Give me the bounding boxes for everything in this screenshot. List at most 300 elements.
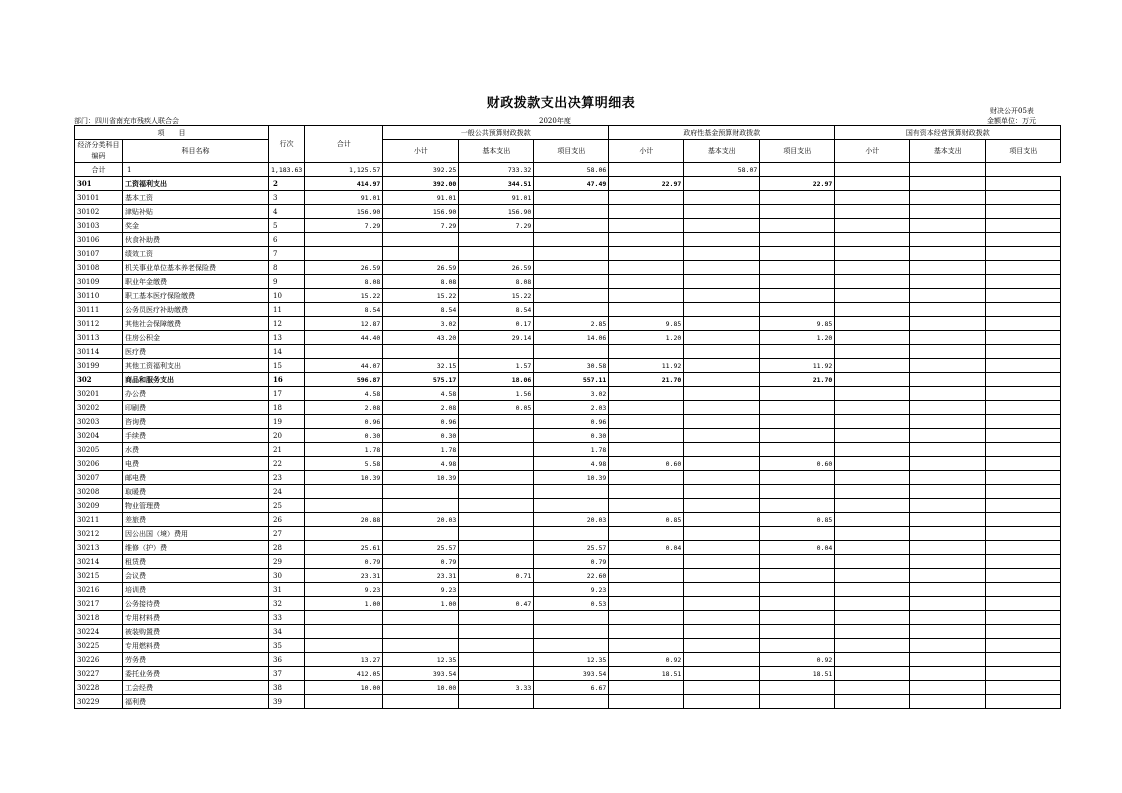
- amount-cell: [534, 205, 609, 219]
- amount-cell: [383, 625, 459, 639]
- amount-cell: 20.88: [305, 513, 383, 527]
- subject-name-cell: 因公出国（境）费用: [123, 527, 269, 541]
- amount-cell: [910, 191, 986, 205]
- amount-cell: [835, 177, 910, 191]
- amount-cell: [534, 345, 609, 359]
- amount-cell: [305, 499, 383, 513]
- econ-code-cell: 30111: [75, 303, 123, 317]
- amount-cell: [760, 415, 835, 429]
- amount-cell: [760, 401, 835, 415]
- amount-cell: [609, 345, 684, 359]
- unit-label: 金额单位：万元: [987, 117, 1036, 125]
- table-row: [75, 331, 1061, 345]
- amount-cell: [684, 527, 760, 541]
- table-row: [75, 261, 1061, 275]
- amount-cell: [760, 303, 835, 317]
- table-row: [75, 443, 1061, 457]
- amount-cell: 91.01: [459, 191, 534, 205]
- amount-cell: [609, 163, 684, 177]
- amount-cell: [609, 275, 684, 289]
- amount-cell: [383, 247, 459, 261]
- amount-cell: [986, 555, 1061, 569]
- amount-cell: [910, 205, 986, 219]
- amount-cell: [684, 555, 760, 569]
- amount-cell: 2.03: [534, 401, 609, 415]
- subject-name-cell: 公务接待费: [123, 597, 269, 611]
- amount-cell: 4.98: [534, 457, 609, 471]
- amount-cell: 26.59: [305, 261, 383, 275]
- amount-cell: [684, 415, 760, 429]
- amount-cell: [459, 233, 534, 247]
- amount-cell: [305, 611, 383, 625]
- econ-code-cell: 30215: [75, 569, 123, 583]
- amount-cell: 91.01: [383, 191, 459, 205]
- line-number-cell: 19: [269, 415, 305, 429]
- econ-code-cell: 30212: [75, 527, 123, 541]
- line-number-cell: 12: [269, 317, 305, 331]
- line-number-cell: 33: [269, 611, 305, 625]
- amount-cell: [835, 695, 910, 709]
- table-row: [75, 345, 1061, 359]
- amount-cell: [684, 429, 760, 443]
- amount-cell: [684, 471, 760, 485]
- amount-cell: [383, 485, 459, 499]
- amount-cell: 1.78: [305, 443, 383, 457]
- line-number-cell: 36: [269, 653, 305, 667]
- amount-cell: [835, 359, 910, 373]
- amount-cell: [684, 219, 760, 233]
- amount-cell: [835, 555, 910, 569]
- amount-cell: [684, 681, 760, 695]
- subject-name-cell: 水费: [123, 443, 269, 457]
- amount-cell: [910, 639, 986, 653]
- amount-cell: 47.49: [534, 177, 609, 191]
- amount-cell: [835, 233, 910, 247]
- amount-cell: [986, 233, 1061, 247]
- table-row: [75, 653, 1061, 667]
- amount-cell: [910, 163, 986, 177]
- amount-cell: [986, 191, 1061, 205]
- econ-code-cell: 30208: [75, 485, 123, 499]
- amount-cell: 0.79: [534, 555, 609, 569]
- header-row-2: [75, 140, 1061, 163]
- table-row: [75, 499, 1061, 513]
- line-number-cell: 3: [269, 191, 305, 205]
- amount-cell: [910, 681, 986, 695]
- amount-cell: 26.59: [383, 261, 459, 275]
- amount-cell: [459, 583, 534, 597]
- subject-name-cell: 取暖费: [123, 485, 269, 499]
- amount-cell: [684, 499, 760, 513]
- amount-cell: [760, 527, 835, 541]
- amount-cell: [609, 219, 684, 233]
- amount-cell: [760, 345, 835, 359]
- amount-cell: 15.22: [459, 289, 534, 303]
- amount-cell: 5.58: [305, 457, 383, 471]
- line-number-cell: 34: [269, 625, 305, 639]
- amount-cell: [609, 695, 684, 709]
- amount-cell: [910, 345, 986, 359]
- subject-name-cell: 合计: [75, 163, 123, 177]
- amount-cell: [684, 401, 760, 415]
- amount-cell: [305, 527, 383, 541]
- line-number-cell: 17: [269, 387, 305, 401]
- form-number: 财决公开05表: [990, 107, 1034, 115]
- amount-cell: [986, 457, 1061, 471]
- subject-name-cell: 奖金: [123, 219, 269, 233]
- amount-cell: [684, 233, 760, 247]
- amount-cell: 58.07: [684, 163, 760, 177]
- amount-cell: [986, 401, 1061, 415]
- amount-cell: [459, 625, 534, 639]
- amount-cell: 18.51: [760, 667, 835, 681]
- amount-cell: 8.08: [459, 275, 534, 289]
- table-row: [75, 317, 1061, 331]
- amount-cell: [459, 639, 534, 653]
- amount-cell: [684, 639, 760, 653]
- header-fund-project: 项目支出: [760, 140, 835, 163]
- table-row: [75, 415, 1061, 429]
- amount-cell: [835, 247, 910, 261]
- amount-cell: [986, 443, 1061, 457]
- econ-code-cell: 30107: [75, 247, 123, 261]
- header-fund-subtotal: 小计: [609, 140, 684, 163]
- amount-cell: [534, 233, 609, 247]
- amount-cell: [910, 625, 986, 639]
- amount-cell: [910, 597, 986, 611]
- amount-cell: 0.79: [383, 555, 459, 569]
- econ-code-cell: 30227: [75, 667, 123, 681]
- amount-cell: 0.96: [305, 415, 383, 429]
- amount-cell: [684, 443, 760, 457]
- amount-cell: 1.57: [459, 359, 534, 373]
- amount-cell: [986, 625, 1061, 639]
- amount-cell: 18.06: [459, 373, 534, 387]
- amount-cell: [459, 555, 534, 569]
- table-row: [75, 541, 1061, 555]
- amount-cell: 15.22: [305, 289, 383, 303]
- amount-cell: [986, 415, 1061, 429]
- amount-cell: [835, 345, 910, 359]
- amount-cell: [760, 247, 835, 261]
- subject-name-cell: 福利费: [123, 695, 269, 709]
- amount-cell: [760, 191, 835, 205]
- amount-cell: [684, 387, 760, 401]
- line-number-cell: 28: [269, 541, 305, 555]
- amount-cell: [760, 275, 835, 289]
- amount-cell: [986, 541, 1061, 555]
- econ-code-cell: 30113: [75, 331, 123, 345]
- amount-cell: [383, 611, 459, 625]
- amount-cell: [910, 261, 986, 275]
- amount-cell: 557.11: [534, 373, 609, 387]
- amount-cell: 0.85: [609, 513, 684, 527]
- amount-cell: 58.06: [534, 163, 609, 177]
- amount-cell: [459, 653, 534, 667]
- amount-cell: [835, 373, 910, 387]
- amount-cell: 393.54: [534, 667, 609, 681]
- amount-cell: [986, 275, 1061, 289]
- amount-cell: 1.00: [305, 597, 383, 611]
- amount-cell: [684, 625, 760, 639]
- amount-cell: [534, 695, 609, 709]
- header-fund-basic: 基本支出: [684, 140, 760, 163]
- table-row: [75, 555, 1061, 569]
- amount-cell: [835, 289, 910, 303]
- amount-cell: [835, 485, 910, 499]
- amount-cell: [684, 317, 760, 331]
- subject-name-cell: 专用材料费: [123, 611, 269, 625]
- amount-cell: 9.23: [305, 583, 383, 597]
- line-number-cell: 29: [269, 555, 305, 569]
- amount-cell: [986, 289, 1061, 303]
- amount-cell: 32.15: [383, 359, 459, 373]
- amount-cell: [684, 513, 760, 527]
- amount-cell: 11.92: [609, 359, 684, 373]
- econ-code-cell: 30112: [75, 317, 123, 331]
- subject-name-cell: 办公费: [123, 387, 269, 401]
- amount-cell: [684, 331, 760, 345]
- amount-cell: [835, 275, 910, 289]
- amount-cell: [609, 247, 684, 261]
- amount-cell: 44.40: [305, 331, 383, 345]
- amount-cell: 15.22: [383, 289, 459, 303]
- amount-cell: 1,125.57: [305, 163, 383, 177]
- amount-cell: 22.97: [609, 177, 684, 191]
- amount-cell: 0.96: [383, 415, 459, 429]
- amount-cell: [910, 387, 986, 401]
- amount-cell: [609, 471, 684, 485]
- amount-cell: [835, 191, 910, 205]
- amount-cell: [760, 625, 835, 639]
- amount-cell: [684, 359, 760, 373]
- amount-cell: [760, 569, 835, 583]
- amount-cell: [684, 485, 760, 499]
- econ-code-cell: 30199: [75, 359, 123, 373]
- amount-cell: 9.85: [609, 317, 684, 331]
- subject-name-cell: 培训费: [123, 583, 269, 597]
- header-row-1: [75, 126, 1061, 140]
- amount-cell: [760, 639, 835, 653]
- amount-cell: [383, 499, 459, 513]
- amount-cell: [684, 303, 760, 317]
- amount-cell: 1.78: [534, 443, 609, 457]
- amount-cell: [760, 261, 835, 275]
- amount-cell: [305, 695, 383, 709]
- amount-cell: 393.54: [383, 667, 459, 681]
- amount-cell: [910, 331, 986, 345]
- amount-cell: 10.39: [534, 471, 609, 485]
- amount-cell: [609, 499, 684, 513]
- amount-cell: [986, 247, 1061, 261]
- amount-cell: [760, 681, 835, 695]
- amount-cell: [684, 261, 760, 275]
- table-row: [75, 359, 1061, 373]
- amount-cell: 20.03: [534, 513, 609, 527]
- econ-code-cell: 30203: [75, 415, 123, 429]
- amount-cell: [383, 527, 459, 541]
- amount-cell: 412.05: [305, 667, 383, 681]
- amount-cell: [986, 317, 1061, 331]
- report-title: 财政拨款支出决算明细表: [486, 96, 636, 111]
- amount-cell: [609, 639, 684, 653]
- table-row: [75, 429, 1061, 443]
- department-label: 部门：四川省南充市残疾人联合会: [74, 117, 179, 125]
- subject-name-cell: 被装购置费: [123, 625, 269, 639]
- econ-code-cell: 30225: [75, 639, 123, 653]
- header-econ-code: 经济分类科目编码: [75, 140, 123, 163]
- line-number-cell: 30: [269, 569, 305, 583]
- econ-code-cell: 30204: [75, 429, 123, 443]
- amount-cell: [459, 443, 534, 457]
- amount-cell: [760, 695, 835, 709]
- subject-name-cell: 专用燃料费: [123, 639, 269, 653]
- amount-cell: [910, 555, 986, 569]
- amount-cell: 10.39: [383, 471, 459, 485]
- amount-cell: 14.06: [534, 331, 609, 345]
- amount-cell: 392.25: [383, 163, 459, 177]
- amount-cell: [609, 303, 684, 317]
- amount-cell: 0.53: [534, 597, 609, 611]
- amount-cell: 575.17: [383, 373, 459, 387]
- amount-cell: [534, 219, 609, 233]
- amount-cell: 7.29: [305, 219, 383, 233]
- amount-cell: [986, 611, 1061, 625]
- amount-cell: [910, 219, 986, 233]
- table-row: [75, 163, 1061, 177]
- amount-cell: [609, 443, 684, 457]
- amount-cell: [534, 247, 609, 261]
- amount-cell: [835, 513, 910, 527]
- amount-cell: [760, 583, 835, 597]
- table-row: [75, 289, 1061, 303]
- amount-cell: [609, 555, 684, 569]
- amount-cell: [910, 695, 986, 709]
- subject-name-cell: 其他社会保障缴费: [123, 317, 269, 331]
- line-number-cell: 15: [269, 359, 305, 373]
- subject-name-cell: 咨询费: [123, 415, 269, 429]
- amount-cell: [459, 513, 534, 527]
- amount-cell: [910, 583, 986, 597]
- amount-cell: [910, 499, 986, 513]
- line-number-cell: 31: [269, 583, 305, 597]
- amount-cell: 0.04: [609, 541, 684, 555]
- amount-cell: 1.56: [459, 387, 534, 401]
- amount-cell: 26.59: [459, 261, 534, 275]
- amount-cell: [459, 527, 534, 541]
- subject-name-cell: 印刷费: [123, 401, 269, 415]
- amount-cell: [910, 569, 986, 583]
- amount-cell: [760, 205, 835, 219]
- subject-name-cell: 物业管理费: [123, 499, 269, 513]
- table-row: [75, 471, 1061, 485]
- amount-cell: 596.87: [305, 373, 383, 387]
- econ-code-cell: 30206: [75, 457, 123, 471]
- amount-cell: [986, 527, 1061, 541]
- amount-cell: 2.08: [383, 401, 459, 415]
- subject-name-cell: 医疗费: [123, 345, 269, 359]
- subject-name-cell: 手续费: [123, 429, 269, 443]
- header-general-budget: 一般公共预算财政拨款: [383, 126, 609, 140]
- amount-cell: [609, 289, 684, 303]
- amount-cell: [986, 429, 1061, 443]
- amount-cell: [910, 247, 986, 261]
- amount-cell: [835, 331, 910, 345]
- amount-cell: [534, 639, 609, 653]
- amount-cell: [986, 485, 1061, 499]
- amount-cell: [910, 485, 986, 499]
- amount-cell: [609, 583, 684, 597]
- header-line-no: 行次: [269, 126, 305, 163]
- table-row: [75, 597, 1061, 611]
- amount-cell: [986, 177, 1061, 191]
- econ-code-cell: 30106: [75, 233, 123, 247]
- line-number-cell: 24: [269, 485, 305, 499]
- table-row: [75, 625, 1061, 639]
- header-capital-project: 项目支出: [986, 140, 1061, 163]
- amount-cell: [986, 359, 1061, 373]
- amount-cell: [910, 667, 986, 681]
- table-row: [75, 667, 1061, 681]
- amount-cell: 12.35: [383, 653, 459, 667]
- amount-cell: [835, 499, 910, 513]
- subject-name-cell: 其他工资福利支出: [123, 359, 269, 373]
- header-general-subtotal: 小计: [383, 140, 459, 163]
- amount-cell: [760, 471, 835, 485]
- amount-cell: [534, 625, 609, 639]
- header-total: 合计: [305, 126, 383, 163]
- amount-cell: [760, 289, 835, 303]
- econ-code-cell: 30109: [75, 275, 123, 289]
- amount-cell: 44.07: [305, 359, 383, 373]
- amount-cell: [835, 429, 910, 443]
- amount-cell: 3.02: [534, 387, 609, 401]
- line-number-cell: 4: [269, 205, 305, 219]
- line-number-cell: 26: [269, 513, 305, 527]
- amount-cell: [609, 485, 684, 499]
- amount-cell: 1.20: [760, 331, 835, 345]
- amount-cell: [760, 485, 835, 499]
- table-row: [75, 569, 1061, 583]
- amount-cell: 9.23: [383, 583, 459, 597]
- amount-cell: [986, 569, 1061, 583]
- subject-name-cell: 维修（护）费: [123, 541, 269, 555]
- amount-cell: [383, 233, 459, 247]
- amount-cell: [534, 289, 609, 303]
- amount-cell: [835, 597, 910, 611]
- line-number-cell: 18: [269, 401, 305, 415]
- econ-code-cell: 301: [75, 177, 123, 191]
- table-row: [75, 247, 1061, 261]
- amount-cell: [760, 233, 835, 247]
- amount-cell: [986, 387, 1061, 401]
- amount-cell: 30.58: [534, 359, 609, 373]
- table-row: [75, 583, 1061, 597]
- amount-cell: [459, 485, 534, 499]
- amount-cell: 0.04: [760, 541, 835, 555]
- amount-cell: [760, 219, 835, 233]
- amount-cell: 392.00: [383, 177, 459, 191]
- amount-cell: [383, 695, 459, 709]
- amount-cell: [459, 667, 534, 681]
- amount-cell: [835, 205, 910, 219]
- amount-cell: [684, 191, 760, 205]
- amount-cell: 1.00: [383, 597, 459, 611]
- amount-cell: [835, 303, 910, 317]
- line-number-cell: 2: [269, 177, 305, 191]
- amount-cell: 0.05: [459, 401, 534, 415]
- amount-cell: 25.61: [305, 541, 383, 555]
